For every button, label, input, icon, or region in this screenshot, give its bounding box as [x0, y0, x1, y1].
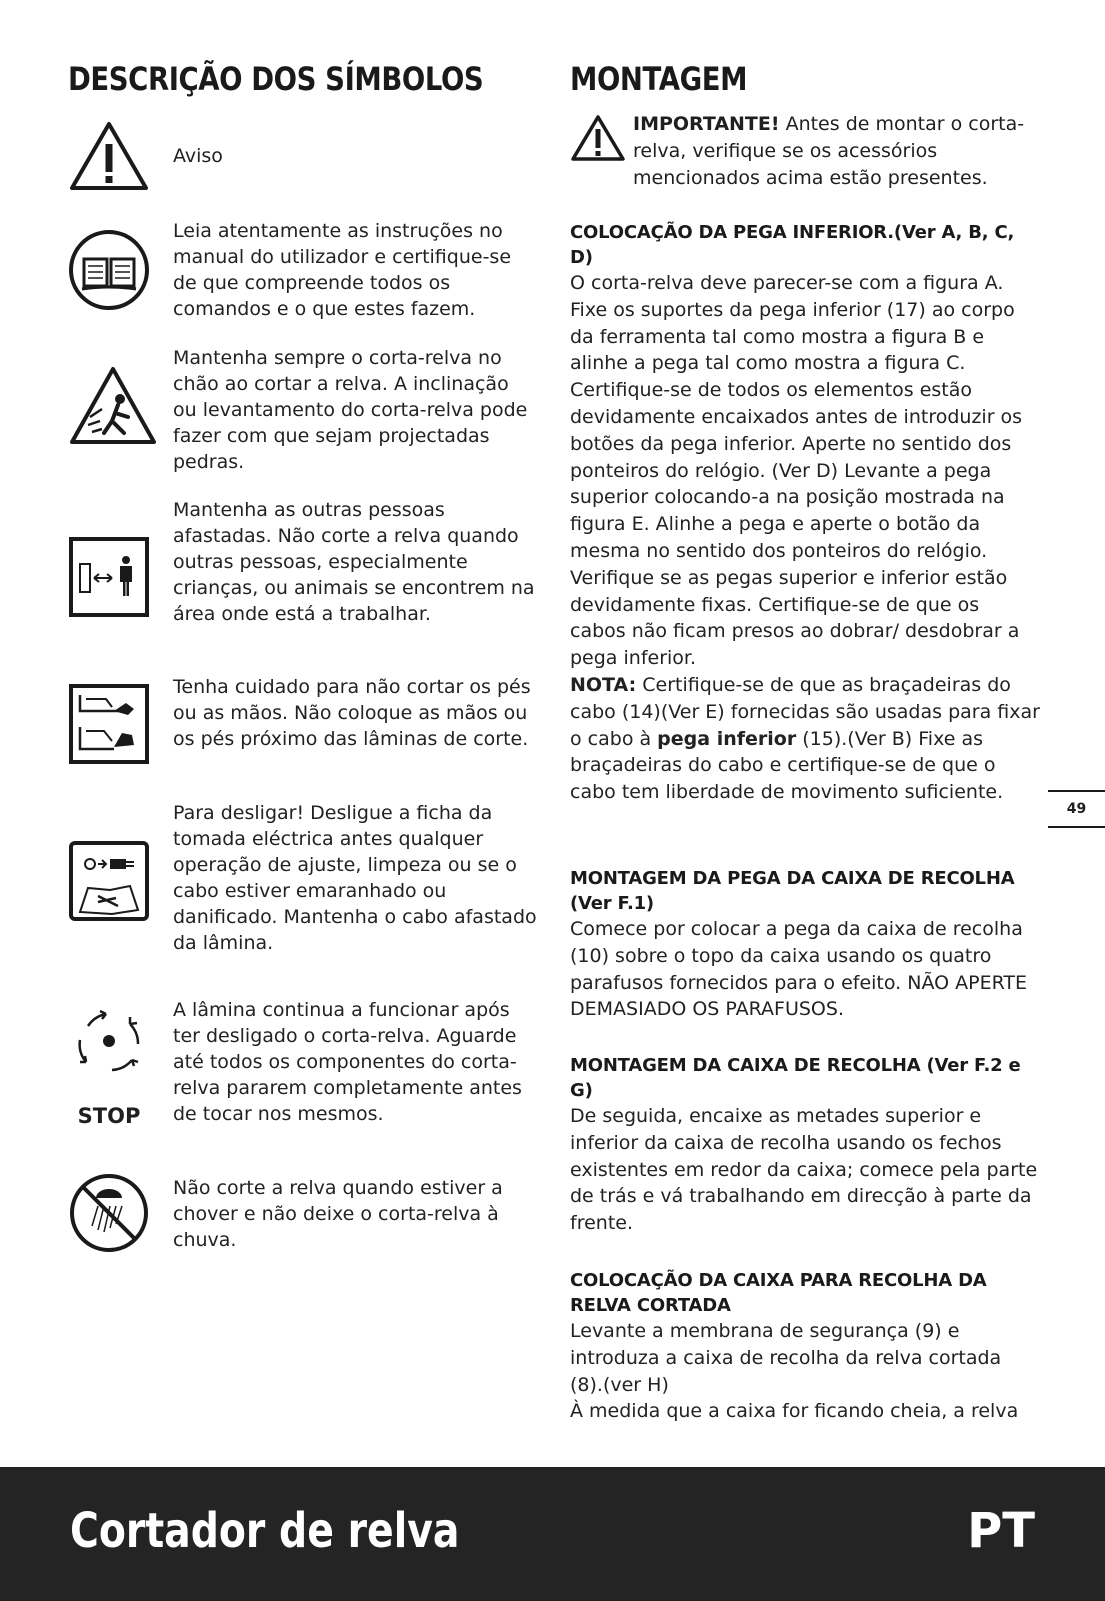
- unplug-before-maintenance-icon: [68, 840, 150, 922]
- symbols-heading: DESCRIÇÃO DOS SÍMBOLOS: [68, 60, 484, 98]
- section-body-lower-handle: O corta-relva deve parecer-se com a figura A. Fixe os suportes da pega inferior (17) ao corpo da ferramenta tal como mostra a figura B e alinhe a pega tal como mostra a figura C. Certifique-se de todos os elementos estão devidamente encaixados antes de introduzir os botões da pega inferior. Aperte no sentido dos ponteiros do relógio. (Ver D) Levante a pega superior colocando-a na posição mostrada na figura E. Alinhe a pega e aperte o botão da mesma no sentido dos ponteiros do relógio. Verifique se as pegas superior e inferior estão devidamente fixas. Certifique-se de que os cabos não ficam presos ao dobrar/ desdobrar a pega inferior.: [570, 272, 1023, 670]
- section-body-box-handle: Comece por colocar a pega da caixa de recolha (10) sobre o topo da caixa usando os quatro parafusos fornecidos para o efeito. NÃO APERTE DEMASIADO OS PARAFUSOS.: [570, 918, 1028, 1021]
- symbol-text-no-rain: Não corte a relva quando estiver a chover e não deixe o corta-relva à chuva.: [173, 1177, 503, 1251]
- read-manual-icon: [68, 229, 150, 311]
- section-title-lower-handle: COLOCAÇÃO DA PEGA INFERIOR.(Ver A, B, C, D): [570, 222, 1015, 268]
- symbol-text-flying-stones: Mantenha sempre o corta-relva no chão ao cortar a relva. A inclinação ou levantamento do corta-relva pode fazer com que sejam projectadas pedras.: [173, 347, 528, 473]
- section-title-box-assembly: MONTAGEM DA CAIXA DE RECOLHA (Ver F.2 e G): [570, 1055, 1021, 1101]
- symbol-text-warning: Aviso: [173, 145, 223, 167]
- no-rain-icon: [68, 1172, 150, 1254]
- footer-language-code: PT: [967, 1503, 1035, 1559]
- footer-title: Cortador de relva: [70, 1503, 460, 1559]
- symbol-text-bystanders: Mantenha as outras pessoas afastadas. Não corte a relva quando outras pessoas, especialmente crianças, ou animais se encontrem na área onde está a trabalhar.: [173, 499, 535, 625]
- note-label: NOTA:: [570, 673, 637, 696]
- flying-stones-icon: [68, 365, 158, 447]
- important-label: IMPORTANTE!: [633, 113, 780, 135]
- symbol-text-read-manual: Leia atentamente as instruções no manual do utilizador e certifique-se de que compreende todos os comandos e o que estes fazem.: [173, 220, 512, 320]
- section-box-assembly: [570, 1053, 1040, 1237]
- page-number: 49: [1048, 790, 1105, 828]
- stop-label: STOP: [77, 1104, 141, 1128]
- symbol-text-blades: Tenha cuidado para não cortar os pés ou as mãos. Não coloque as mãos ou os pés próximo das lâminas de corte.: [173, 676, 531, 750]
- note-text-1: Certifique-se de que as braçadeiras do cabo (14)(Ver E) fornecidas são usadas para fixar o cabo à: [570, 673, 1040, 750]
- note-paragraph: [570, 672, 1040, 806]
- section-box-fitting: [570, 1268, 1040, 1425]
- section-body-box-assembly: De seguida, encaixe as metades superior e inferior da caixa de recolha usando os fechos existentes em redor da caixa; comece pela parte de trás e vá trabalhando em direcção à parte da frente.: [570, 1105, 1038, 1235]
- symbol-text-unplug: Para desligar! Desligue a ficha da tomada eléctrica antes qualquer operação de ajuste, limpeza ou se o cabo estiver emaranhado ou danificado. Mantenha o cabo afastado da lâmina.: [173, 802, 537, 954]
- assembly-heading: MONTAGEM: [570, 60, 748, 98]
- symbol-text-blade-rotating: A lâmina continua a funcionar após ter desligado o corta-relva. Aguarde até todos os componentes do corta-relva pararem completamente antes de tocar nos mesmos.: [173, 999, 522, 1125]
- keep-bystanders-away-icon: [68, 536, 150, 618]
- warning-triangle-icon: [68, 120, 150, 192]
- note-bold: pega inferior: [657, 727, 797, 750]
- section-body-box-fitting-2: À medida que a caixa for ficando cheia, a relva: [570, 1400, 1019, 1423]
- section-lower-handle: [570, 220, 1040, 806]
- blade-continues-rotating-icon: [68, 1006, 150, 1076]
- section-body-box-fitting: Levante a membrana de segurança (9) e introduza a caixa de recolha da relva cortada (8).(ver H): [570, 1320, 1002, 1396]
- note-text-2: (15).(Ver B) Fixe as braçadeiras do cabo e certifique-se de que o cabo tem liberdade de movimento suficiente.: [570, 727, 1004, 804]
- footer-bar: [0, 1467, 1105, 1601]
- blade-hands-feet-icon: [68, 683, 150, 765]
- important-notice: [570, 111, 1040, 191]
- important-text: Antes de montar o corta-relva, verifique se os acessórios mencionados acima estão presentes.: [633, 113, 1025, 189]
- section-box-handle: [570, 866, 1040, 1023]
- section-title-box-handle: MONTAGEM DA PEGA DA CAIXA DE RECOLHA (Ver F.1): [570, 868, 1015, 914]
- section-title-box-fitting: COLOCAÇÃO DA CAIXA PARA RECOLHA DA RELVA CORTADA: [570, 1270, 987, 1316]
